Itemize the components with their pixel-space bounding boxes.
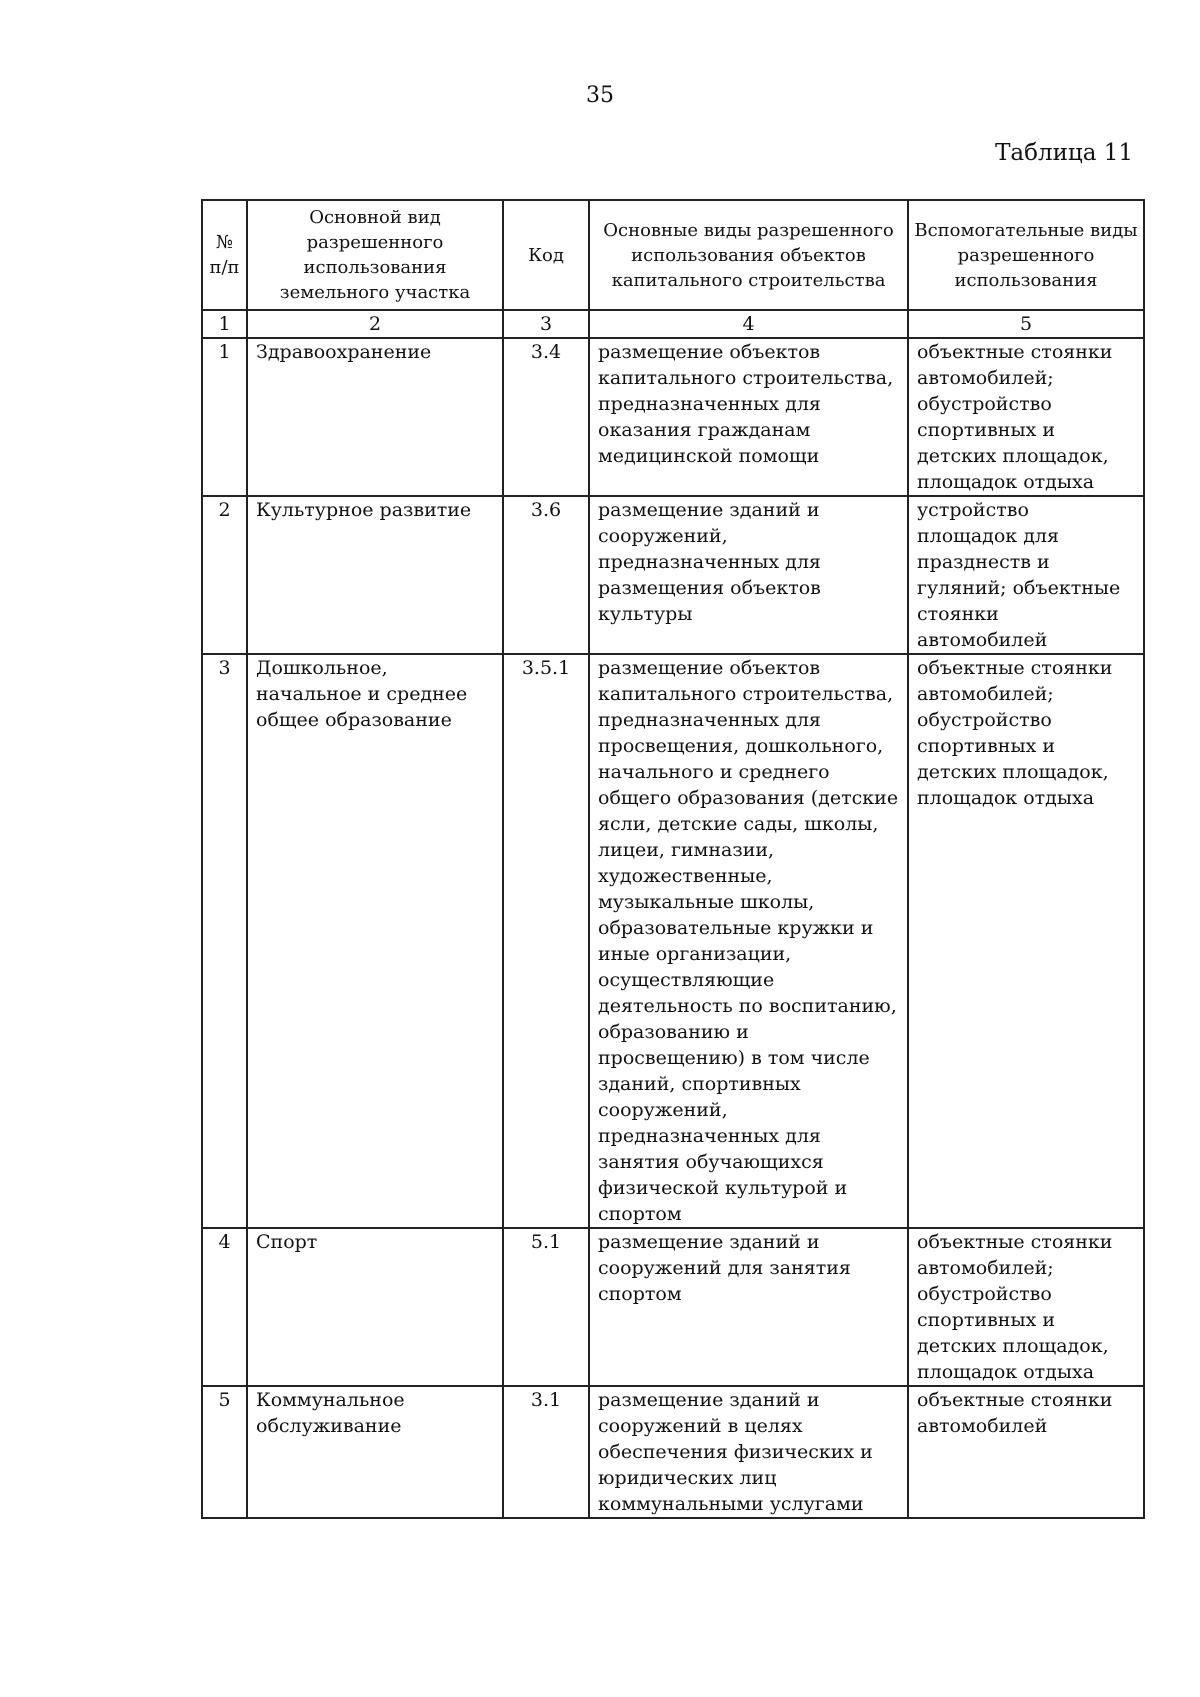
row-number: 5 [202, 1386, 247, 1518]
land-use-code: 3.4 [503, 338, 589, 496]
table-row [202, 654, 1144, 1228]
header-aux: Вспомогательные виды разрешенного использования [908, 200, 1144, 310]
auxiliary-use-description: объектные стоянки автомобилей [908, 1386, 1144, 1518]
auxiliary-use-description: объектные стоянки автомобилей; обустройство спортивных и детских площадок, площадок отдыха [908, 338, 1144, 496]
main-use-description: размещение зданий и сооружений для занятия спортом [589, 1228, 908, 1386]
table-row [202, 338, 1144, 496]
main-use-description: размещение объектов капитального строительства, предназначенных для просвещения, дошкольного, начального и среднего общего образования (детские ясли, детские сады, школы, лицеи, гимназии, художественные, музыкальные школы, образовательные кружки и иные организации, осуществляющие деятельность по воспитанию, образованию и просвещению) в том числе зданий, спортивных сооружений, предназначенных для занятия обучающихся физической культурой и спортом [589, 654, 908, 1228]
land-use-name: Дошкольное, начальное и среднее общее образование [247, 654, 503, 1228]
row-number: 3 [202, 654, 247, 1228]
header-num: № п/п [202, 200, 247, 310]
column-number: 5 [908, 310, 1144, 338]
row-number: 1 [202, 338, 247, 496]
row-number: 4 [202, 1228, 247, 1386]
header-name: Основной вид разрешенного использования земельного участка [247, 200, 503, 310]
table-header-row [202, 200, 1144, 310]
page-number: 35 [586, 83, 614, 108]
row-number: 2 [202, 496, 247, 654]
column-number: 3 [503, 310, 589, 338]
land-use-name: Коммунальное обслуживание [247, 1386, 503, 1518]
column-number: 1 [202, 310, 247, 338]
main-use-description: размещение зданий и сооружений в целях обеспечения физических и юридических лиц коммунальными услугами [589, 1386, 908, 1518]
auxiliary-use-description: объектные стоянки автомобилей; обустройство спортивных и детских площадок, площадок отдыха [908, 654, 1144, 1228]
table-row [202, 1228, 1144, 1386]
land-use-code: 3.1 [503, 1386, 589, 1518]
column-number: 2 [247, 310, 503, 338]
table-row [202, 1386, 1144, 1518]
land-use-code: 3.6 [503, 496, 589, 654]
main-use-description: размещение зданий и сооружений, предназначенных для размещения объектов культуры [589, 496, 908, 654]
table-caption: Таблица 11 [995, 140, 1133, 166]
land-use-name: Культурное развитие [247, 496, 503, 654]
column-number: 4 [589, 310, 908, 338]
header-code: Код [503, 200, 589, 310]
auxiliary-use-description: объектные стоянки автомобилей; обустройство спортивных и детских площадок, площадок отдыха [908, 1228, 1144, 1386]
land-use-code: 3.5.1 [503, 654, 589, 1228]
land-use-table [201, 199, 1145, 1519]
column-number-row [202, 310, 1144, 338]
land-use-code: 5.1 [503, 1228, 589, 1386]
main-use-description: размещение объектов капитального строительства, предназначенных для оказания гражданам медицинской помощи [589, 338, 908, 496]
header-main: Основные виды разрешенного использования объектов капитального строительства [589, 200, 908, 310]
auxiliary-use-description: устройство площадок для празднеств и гуляний; объектные стоянки автомобилей [908, 496, 1144, 654]
land-use-name: Здравоохранение [247, 338, 503, 496]
table-row [202, 496, 1144, 654]
land-use-name: Спорт [247, 1228, 503, 1386]
